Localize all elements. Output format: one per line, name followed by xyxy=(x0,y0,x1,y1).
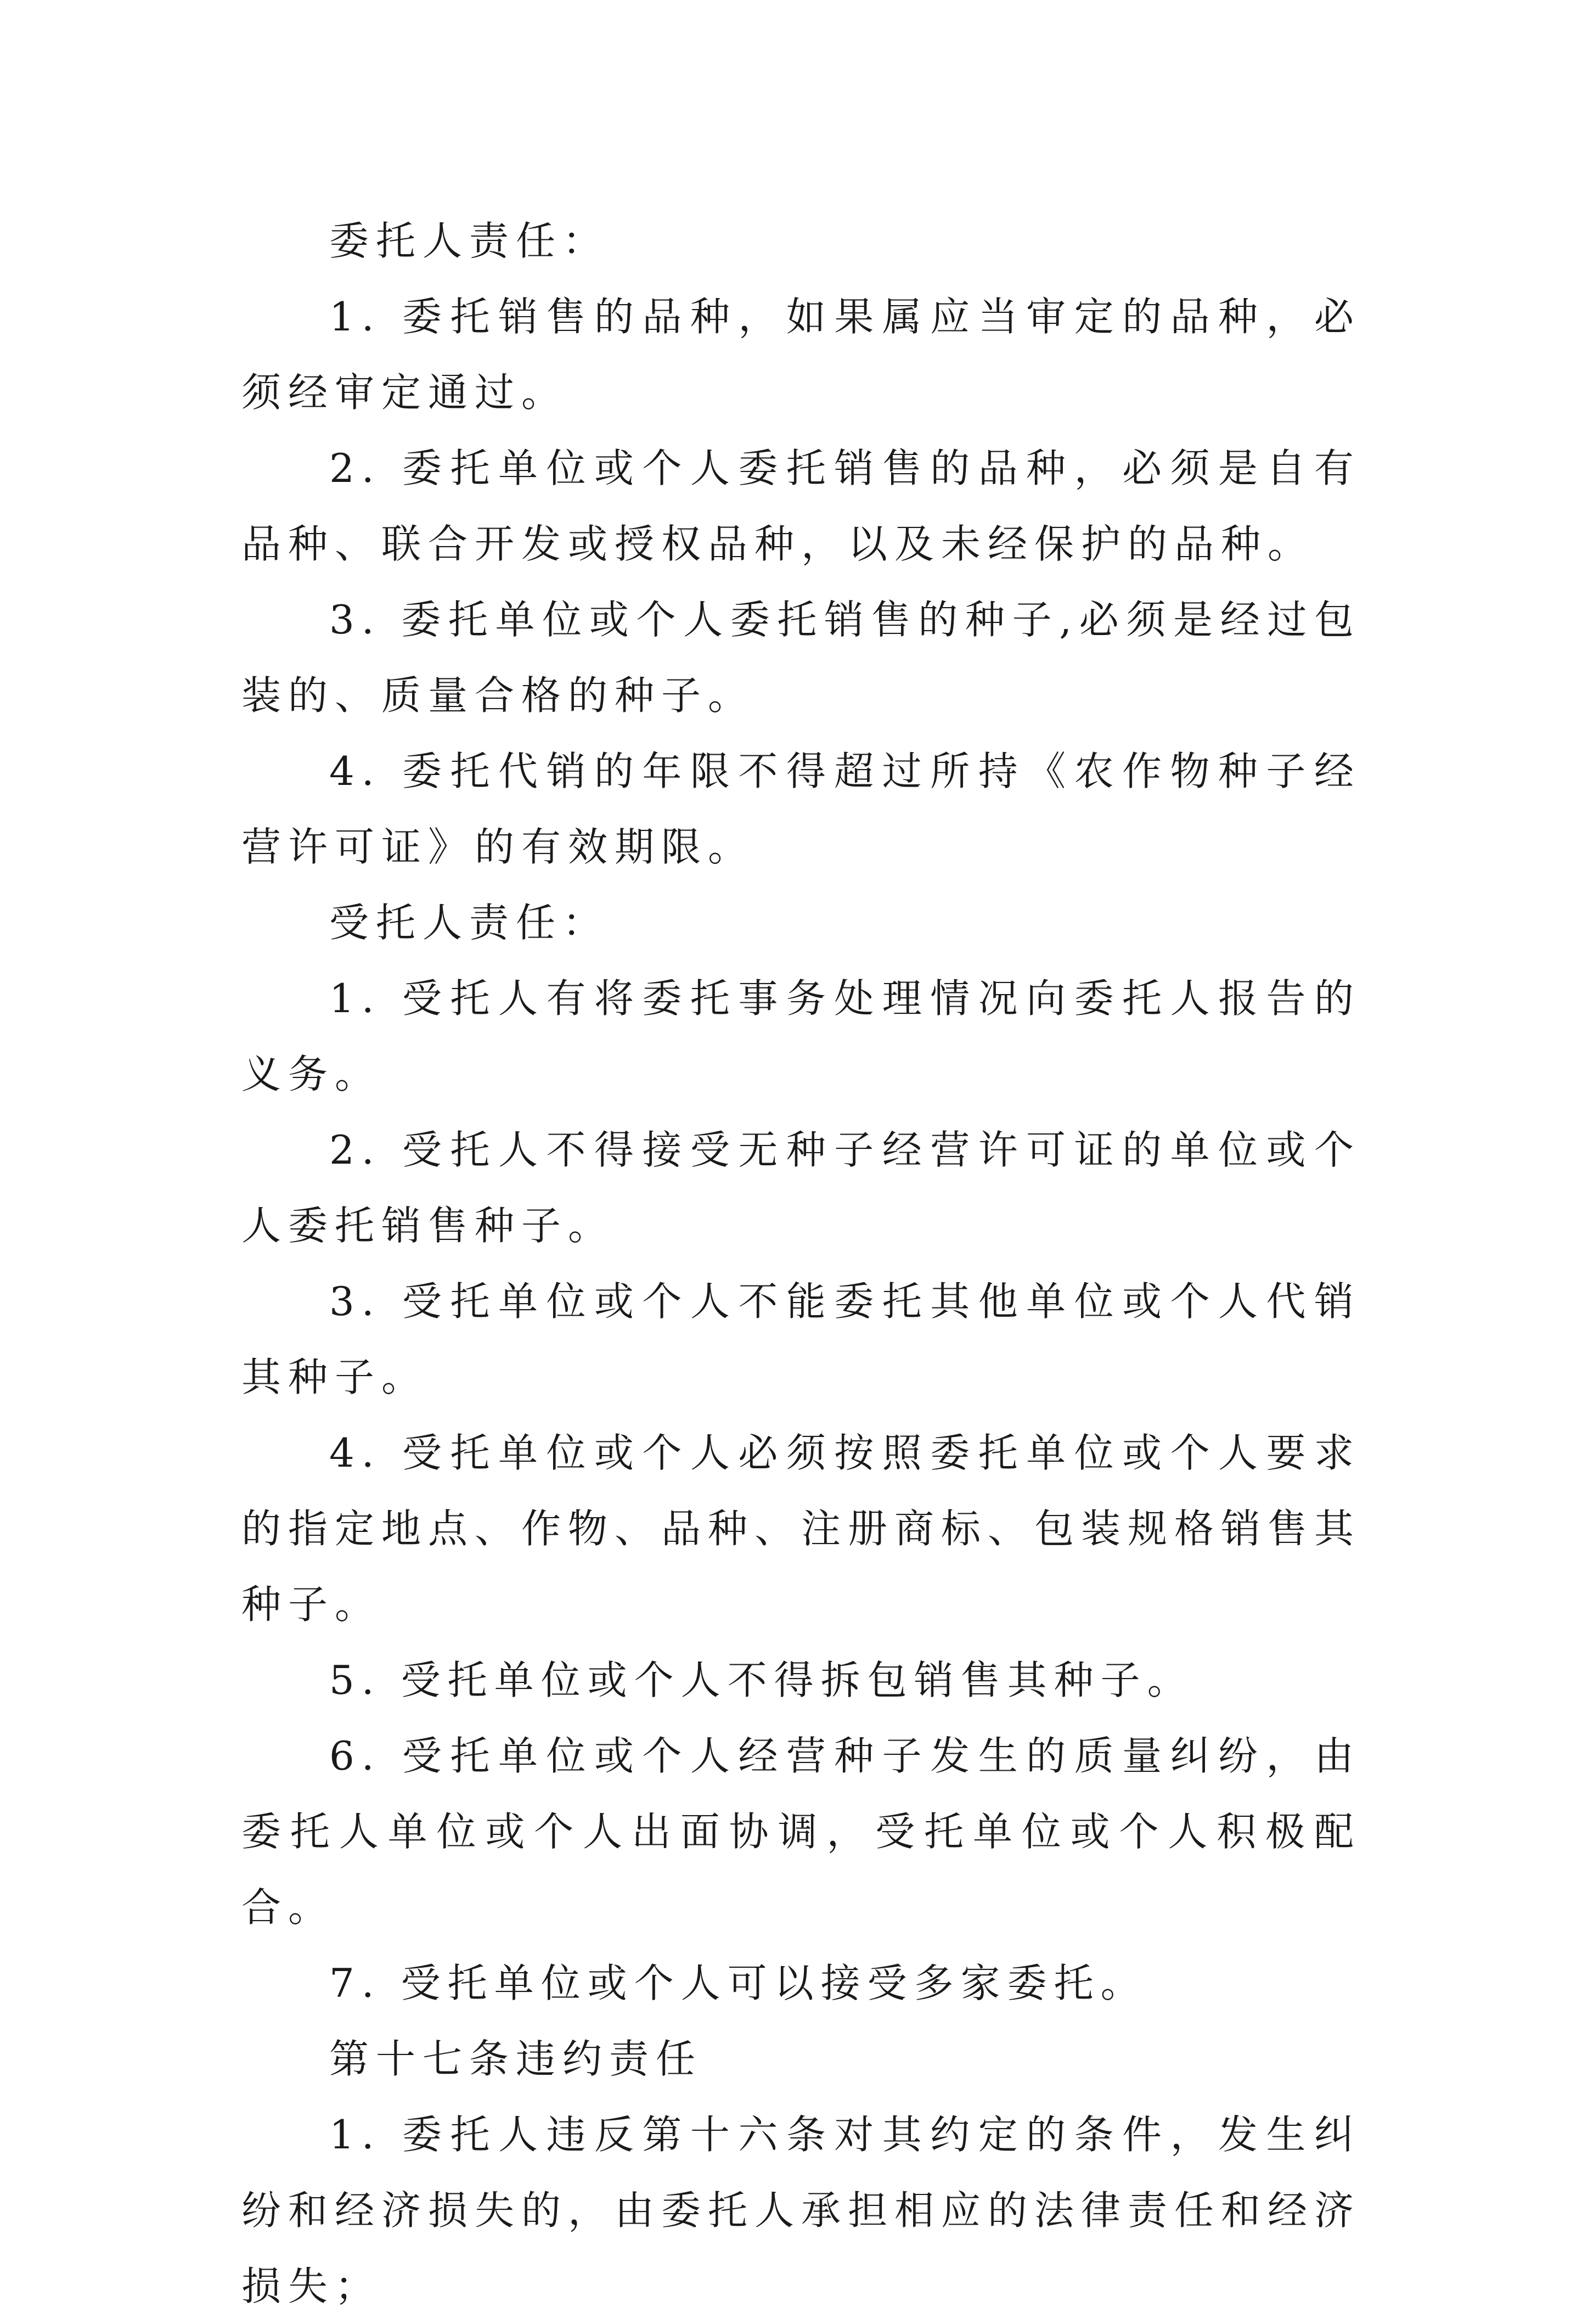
paragraph-principal-1: 1. 委托销售的品种，如果属应当审定的品种，必须经审定通过。 xyxy=(241,294,1361,416)
paragraph-liability-1: 1. 委托人违反第十六条对其约定的条件，发生纠纷和经济损失的，由委托人承担相应的法律责任和经济损失； xyxy=(241,2112,1361,2309)
paragraph-principal-4: 4. 委托代销的年限不得超过所持《农作物种子经营许可证》的有效期限。 xyxy=(241,748,1361,870)
paragraph-agent-5: 5. 受托单位或个人不得拆包销售其种子。 xyxy=(329,1657,1194,1703)
paragraph-agent-2: 2. 受托人不得接受无种子经营许可证的单位或个人委托销售种子。 xyxy=(241,1127,1361,1249)
section-heading-principal-duties: 委托人责任： xyxy=(329,218,610,264)
paragraph-agent-7: 7. 受托单位或个人可以接受多家委托。 xyxy=(329,1960,1147,2006)
paragraph-agent-1: 1. 受托人有将委托事务处理情况向委托人报告的义务。 xyxy=(241,975,1361,1097)
paragraph-agent-6: 6. 受托单位或个人经营种子发生的质量纠纷，由委托人单位或个人出面协调，受托单位或个人积极配合。 xyxy=(241,1733,1361,1930)
paragraph-agent-3: 3. 受托单位或个人不能委托其他单位或个人代销其种子。 xyxy=(241,1278,1361,1400)
section-heading-agent-duties: 受托人责任： xyxy=(329,900,610,946)
paragraph-principal-3: 3. 委托单位或个人委托销售的种子,必须是经过包装的、质量合格的种子。 xyxy=(241,597,1361,718)
paragraph-principal-2: 2. 委托单位或个人委托销售的品种，必须是自有品种、联合开发或授权品种，以及未经保护的品种。 xyxy=(241,445,1361,567)
article-17-heading: 第十七条违约责任 xyxy=(329,2036,703,2082)
document-body xyxy=(241,203,1361,2324)
paragraph-agent-4: 4. 受托单位或个人必须按照委托单位或个人要求的指定地点、作物、品种、注册商标、包装规格销售其种子。 xyxy=(241,1430,1361,1627)
